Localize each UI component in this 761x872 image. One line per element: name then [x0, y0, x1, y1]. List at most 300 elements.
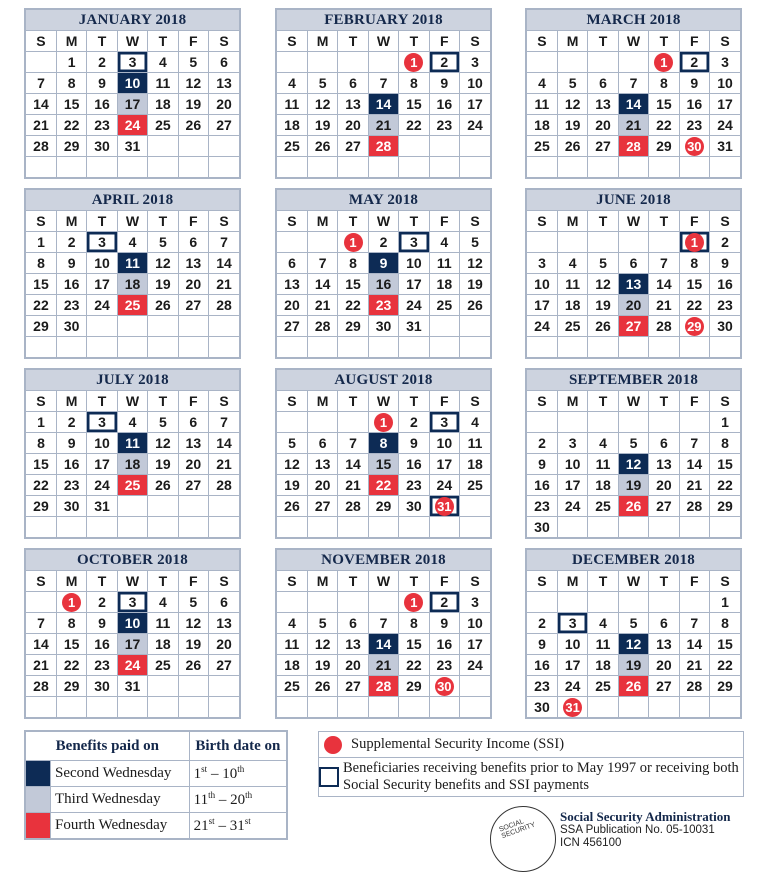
day-cell: 30: [710, 316, 740, 337]
empty-cell: [460, 157, 490, 178]
empty-cell: [56, 697, 86, 718]
day-cell: 4: [527, 73, 557, 94]
empty-cell: [429, 517, 459, 538]
day-cell: 16: [710, 274, 740, 295]
day-cell: 28: [679, 676, 709, 697]
day-cell: 17: [557, 655, 587, 676]
empty-cell: [307, 52, 337, 73]
day-cell: 4: [277, 613, 307, 634]
day-cell: 27: [209, 655, 239, 676]
day-cell: 12: [307, 634, 337, 655]
day-cell: 22: [649, 115, 679, 136]
empty-cell: [588, 412, 618, 433]
empty-cell: [460, 697, 490, 718]
empty-cell: [649, 157, 679, 178]
weekday-header: F: [429, 31, 459, 52]
weekday-header: T: [87, 571, 117, 592]
empty-cell: [588, 592, 618, 613]
day-cell: 16: [56, 274, 86, 295]
weekday-header: W: [618, 211, 648, 232]
day-cell: 7: [679, 613, 709, 634]
day-cell: 30: [527, 697, 557, 718]
day-cell: 23: [56, 295, 86, 316]
weekday-header: S: [26, 211, 56, 232]
day-cell: 27: [307, 496, 337, 517]
day-cell: 17: [117, 634, 147, 655]
empty-cell: [178, 157, 208, 178]
empty-cell: [56, 337, 86, 358]
weekday-header: T: [87, 391, 117, 412]
month-calendar: [275, 548, 492, 719]
day-cell: 12: [618, 634, 648, 655]
month-title: MARCH 2018: [527, 10, 740, 31]
empty-cell: [557, 52, 587, 73]
day-cell: 18: [277, 655, 307, 676]
day-cell: 29: [649, 136, 679, 157]
empty-cell: [460, 496, 490, 517]
empty-cell: [178, 676, 208, 697]
empty-cell: [460, 676, 490, 697]
weekday-header: S: [460, 571, 490, 592]
empty-cell: [557, 337, 587, 358]
day-cell: 23: [429, 655, 459, 676]
empty-cell: [338, 412, 368, 433]
day-cell: 16: [87, 94, 117, 115]
ssi-day-cell: 1: [399, 592, 429, 613]
key-ssi-label: Supplemental Security Income (SSI): [351, 736, 565, 752]
day-cell: 6: [178, 412, 208, 433]
day-cell: 12: [307, 94, 337, 115]
empty-cell: [148, 316, 178, 337]
day-cell: 14: [368, 634, 398, 655]
day-cell: 27: [588, 136, 618, 157]
day-cell: 13: [307, 454, 337, 475]
day-cell: 19: [178, 94, 208, 115]
empty-cell: [527, 337, 557, 358]
weekday-header: S: [277, 391, 307, 412]
day-cell: 5: [148, 412, 178, 433]
day-cell: 13: [649, 634, 679, 655]
day-cell: 20: [209, 634, 239, 655]
empty-cell: [148, 496, 178, 517]
payment-legend: [24, 730, 288, 840]
day-cell: 28: [307, 316, 337, 337]
legend-row: [26, 813, 287, 839]
day-cell: 1: [710, 412, 740, 433]
day-cell: 6: [307, 433, 337, 454]
day-cell: 10: [87, 433, 117, 454]
weekday-header: S: [460, 391, 490, 412]
day-cell: 15: [56, 94, 86, 115]
empty-cell: [429, 157, 459, 178]
day-cell: 26: [148, 475, 178, 496]
empty-cell: [557, 592, 587, 613]
empty-cell: [209, 496, 239, 517]
empty-cell: [178, 136, 208, 157]
day-cell: 18: [460, 454, 490, 475]
day-cell: 26: [178, 655, 208, 676]
day-cell: 25: [117, 295, 147, 316]
empty-cell: [117, 496, 147, 517]
day-cell: 20: [178, 454, 208, 475]
day-cell: 18: [429, 274, 459, 295]
empty-cell: [649, 517, 679, 538]
weekday-header: T: [649, 391, 679, 412]
empty-cell: [307, 517, 337, 538]
day-cell: 9: [399, 433, 429, 454]
day-cell: 3: [117, 592, 147, 613]
legend-header-benefits: Benefits paid on: [26, 732, 190, 761]
day-cell: 14: [307, 274, 337, 295]
day-cell: 7: [368, 73, 398, 94]
empty-cell: [618, 52, 648, 73]
day-cell: 3: [117, 52, 147, 73]
empty-cell: [710, 337, 740, 358]
ssi-day-cell: 1: [399, 52, 429, 73]
day-cell: 2: [710, 232, 740, 253]
day-cell: 5: [277, 433, 307, 454]
navy-swatch: [26, 761, 51, 787]
day-cell: 24: [527, 316, 557, 337]
day-cell: 30: [56, 496, 86, 517]
day-cell: 21: [26, 655, 56, 676]
day-cell: 27: [338, 136, 368, 157]
ssi-day-cell: 1: [649, 52, 679, 73]
day-cell: 30: [527, 517, 557, 538]
month-calendar: [525, 548, 742, 719]
empty-cell: [557, 157, 587, 178]
empty-cell: [588, 337, 618, 358]
day-cell: 6: [178, 232, 208, 253]
day-cell: 30: [56, 316, 86, 337]
empty-cell: [527, 157, 557, 178]
empty-cell: [618, 157, 648, 178]
day-cell: 19: [307, 115, 337, 136]
day-cell: 11: [277, 94, 307, 115]
day-cell: 13: [649, 454, 679, 475]
day-cell: 15: [26, 454, 56, 475]
day-cell: 17: [527, 295, 557, 316]
empty-cell: [649, 592, 679, 613]
day-cell: 22: [679, 295, 709, 316]
empty-cell: [429, 697, 459, 718]
empty-cell: [679, 592, 709, 613]
weekday-header: T: [87, 211, 117, 232]
empty-cell: [148, 517, 178, 538]
weekday-header: T: [649, 211, 679, 232]
weekday-header: T: [87, 31, 117, 52]
month-calendar: [24, 188, 241, 359]
month-title: APRIL 2018: [26, 190, 239, 211]
empty-cell: [588, 232, 618, 253]
day-cell: 21: [368, 115, 398, 136]
day-cell: 23: [87, 115, 117, 136]
empty-cell: [618, 697, 648, 718]
empty-cell: [557, 412, 587, 433]
empty-cell: [338, 592, 368, 613]
day-cell: 23: [527, 496, 557, 517]
day-cell: 16: [527, 475, 557, 496]
day-cell: 29: [710, 496, 740, 517]
day-cell: 13: [209, 73, 239, 94]
day-cell: 9: [56, 253, 86, 274]
day-cell: 18: [588, 655, 618, 676]
day-cell: 3: [710, 52, 740, 73]
day-cell: 13: [209, 613, 239, 634]
weekday-header: T: [588, 571, 618, 592]
day-cell: 15: [399, 634, 429, 655]
day-cell: 21: [679, 655, 709, 676]
day-cell: 10: [117, 73, 147, 94]
day-cell: 15: [338, 274, 368, 295]
empty-cell: [87, 697, 117, 718]
day-cell: 15: [710, 454, 740, 475]
weekday-header: W: [368, 31, 398, 52]
weekday-header: W: [117, 31, 147, 52]
day-cell: 14: [209, 253, 239, 274]
day-cell: 5: [588, 253, 618, 274]
empty-cell: [368, 517, 398, 538]
day-cell: 13: [338, 94, 368, 115]
empty-cell: [26, 337, 56, 358]
day-cell: 14: [649, 274, 679, 295]
empty-cell: [618, 412, 648, 433]
day-cell: 31: [87, 496, 117, 517]
month-calendar: [24, 368, 241, 539]
day-cell: 19: [618, 655, 648, 676]
day-cell: 19: [148, 454, 178, 475]
day-cell: 9: [56, 433, 86, 454]
day-cell: 14: [338, 454, 368, 475]
weekday-header: M: [56, 571, 86, 592]
day-cell: 22: [710, 475, 740, 496]
day-cell: 15: [710, 634, 740, 655]
day-cell: 21: [26, 115, 56, 136]
legend-range: 11th – 20th: [189, 787, 286, 813]
empty-cell: [87, 316, 117, 337]
day-cell: 2: [399, 412, 429, 433]
day-cell: 16: [87, 634, 117, 655]
day-cell: 2: [56, 232, 86, 253]
day-cell: 12: [557, 94, 587, 115]
empty-cell: [399, 157, 429, 178]
day-cell: 2: [368, 232, 398, 253]
day-cell: 3: [399, 232, 429, 253]
day-cell: 20: [209, 94, 239, 115]
weekday-header: M: [307, 391, 337, 412]
day-cell: 28: [368, 136, 398, 157]
day-cell: 25: [588, 496, 618, 517]
day-cell: 7: [209, 232, 239, 253]
month-calendar: [275, 188, 492, 359]
day-cell: 18: [277, 115, 307, 136]
day-cell: 4: [148, 52, 178, 73]
empty-cell: [679, 157, 709, 178]
day-cell: 26: [460, 295, 490, 316]
icn-number: ICN 456100: [560, 837, 622, 849]
day-cell: 29: [399, 676, 429, 697]
weekday-header: T: [588, 211, 618, 232]
empty-cell: [117, 517, 147, 538]
day-cell: 26: [588, 316, 618, 337]
key-box-label: Beneficiaries receiving benefits prior to May 1997 or receiving both Social Security benefits and SSI payments: [343, 760, 739, 793]
day-cell: 20: [338, 655, 368, 676]
legend-label: Third Wednesday: [51, 787, 190, 813]
empty-cell: [527, 232, 557, 253]
ssi-day-cell: 1: [338, 232, 368, 253]
day-cell: 11: [117, 253, 147, 274]
day-cell: 21: [307, 295, 337, 316]
weekday-header: S: [710, 391, 740, 412]
day-cell: 14: [679, 634, 709, 655]
day-cell: 17: [87, 274, 117, 295]
weekday-header: S: [277, 211, 307, 232]
empty-cell: [338, 52, 368, 73]
day-cell: 1: [56, 52, 86, 73]
day-cell: 5: [178, 52, 208, 73]
month-title: AUGUST 2018: [277, 370, 490, 391]
day-cell: 16: [56, 454, 86, 475]
day-cell: 13: [178, 253, 208, 274]
day-cell: 11: [148, 73, 178, 94]
day-cell: 29: [26, 316, 56, 337]
empty-cell: [117, 337, 147, 358]
empty-cell: [460, 136, 490, 157]
empty-cell: [338, 337, 368, 358]
day-cell: 10: [460, 613, 490, 634]
empty-cell: [178, 316, 208, 337]
day-cell: 28: [209, 475, 239, 496]
day-cell: 18: [148, 94, 178, 115]
ssi-day-cell: 30: [679, 136, 709, 157]
weekday-header: S: [527, 211, 557, 232]
day-cell: 12: [618, 454, 648, 475]
weekday-header: S: [26, 31, 56, 52]
day-cell: 11: [148, 613, 178, 634]
day-cell: 25: [460, 475, 490, 496]
empty-cell: [679, 697, 709, 718]
day-cell: 4: [117, 232, 147, 253]
day-cell: 20: [649, 655, 679, 676]
weekday-header: M: [557, 31, 587, 52]
day-cell: 26: [277, 496, 307, 517]
empty-cell: [209, 337, 239, 358]
weekday-header: F: [679, 391, 709, 412]
key-row-ssi: [319, 732, 743, 757]
ssi-day-cell: 28: [618, 136, 648, 157]
day-cell: 16: [429, 94, 459, 115]
legend-range: 1st – 10th: [189, 761, 286, 787]
day-cell: 2: [87, 592, 117, 613]
weekday-header: T: [148, 391, 178, 412]
empty-cell: [307, 337, 337, 358]
empty-cell: [649, 697, 679, 718]
empty-cell: [368, 697, 398, 718]
day-cell: 30: [368, 316, 398, 337]
day-cell: 26: [148, 295, 178, 316]
day-cell: 6: [209, 592, 239, 613]
day-cell: 16: [527, 655, 557, 676]
day-cell: 21: [209, 454, 239, 475]
empty-cell: [460, 316, 490, 337]
day-cell: 27: [649, 496, 679, 517]
weekday-header: S: [26, 571, 56, 592]
day-cell: 14: [26, 634, 56, 655]
weekday-header: M: [56, 211, 86, 232]
day-cell: 21: [338, 475, 368, 496]
day-cell: 31: [710, 136, 740, 157]
day-cell: 26: [178, 115, 208, 136]
month-title: OCTOBER 2018: [26, 550, 239, 571]
red-circle-icon: [324, 736, 342, 754]
empty-cell: [649, 232, 679, 253]
day-cell: 5: [307, 73, 337, 94]
weekday-header: S: [527, 571, 557, 592]
weekday-header: S: [460, 31, 490, 52]
day-cell: 29: [26, 496, 56, 517]
day-cell: 31: [399, 316, 429, 337]
day-cell: 10: [429, 433, 459, 454]
day-cell: 7: [307, 253, 337, 274]
day-cell: 21: [679, 475, 709, 496]
empty-cell: [399, 337, 429, 358]
empty-cell: [588, 52, 618, 73]
day-cell: 24: [117, 655, 147, 676]
day-cell: 24: [557, 676, 587, 697]
empty-cell: [178, 697, 208, 718]
empty-cell: [209, 136, 239, 157]
day-cell: 8: [26, 433, 56, 454]
weekday-header: T: [338, 391, 368, 412]
publication-number: SSA Publication No. 05-10031: [560, 824, 715, 836]
empty-cell: [56, 517, 86, 538]
empty-cell: [26, 697, 56, 718]
weekday-header: T: [399, 571, 429, 592]
day-cell: 27: [178, 295, 208, 316]
day-cell: 12: [148, 433, 178, 454]
day-cell: 23: [368, 295, 398, 316]
empty-cell: [679, 517, 709, 538]
weekday-header: W: [618, 31, 648, 52]
day-cell: 20: [618, 295, 648, 316]
empty-cell: [338, 697, 368, 718]
empty-cell: [618, 232, 648, 253]
day-cell: 26: [557, 136, 587, 157]
day-cell: 10: [557, 454, 587, 475]
weekday-header: F: [429, 391, 459, 412]
day-cell: 6: [618, 253, 648, 274]
day-cell: 7: [649, 253, 679, 274]
day-cell: 25: [588, 676, 618, 697]
day-cell: 9: [527, 634, 557, 655]
day-cell: 25: [557, 316, 587, 337]
day-cell: 27: [277, 316, 307, 337]
day-cell: 13: [618, 274, 648, 295]
day-cell: 4: [429, 232, 459, 253]
legend-row: [26, 787, 287, 813]
day-cell: 27: [209, 115, 239, 136]
empty-cell: [277, 412, 307, 433]
empty-cell: [649, 412, 679, 433]
day-cell: 6: [338, 73, 368, 94]
empty-cell: [277, 337, 307, 358]
day-cell: 1: [26, 232, 56, 253]
ssi-day-cell: 1: [679, 232, 709, 253]
day-cell: 21: [649, 295, 679, 316]
day-cell: 24: [87, 295, 117, 316]
ssa-seal-icon: SOCIAL SECURITY: [490, 806, 556, 872]
empty-cell: [368, 52, 398, 73]
